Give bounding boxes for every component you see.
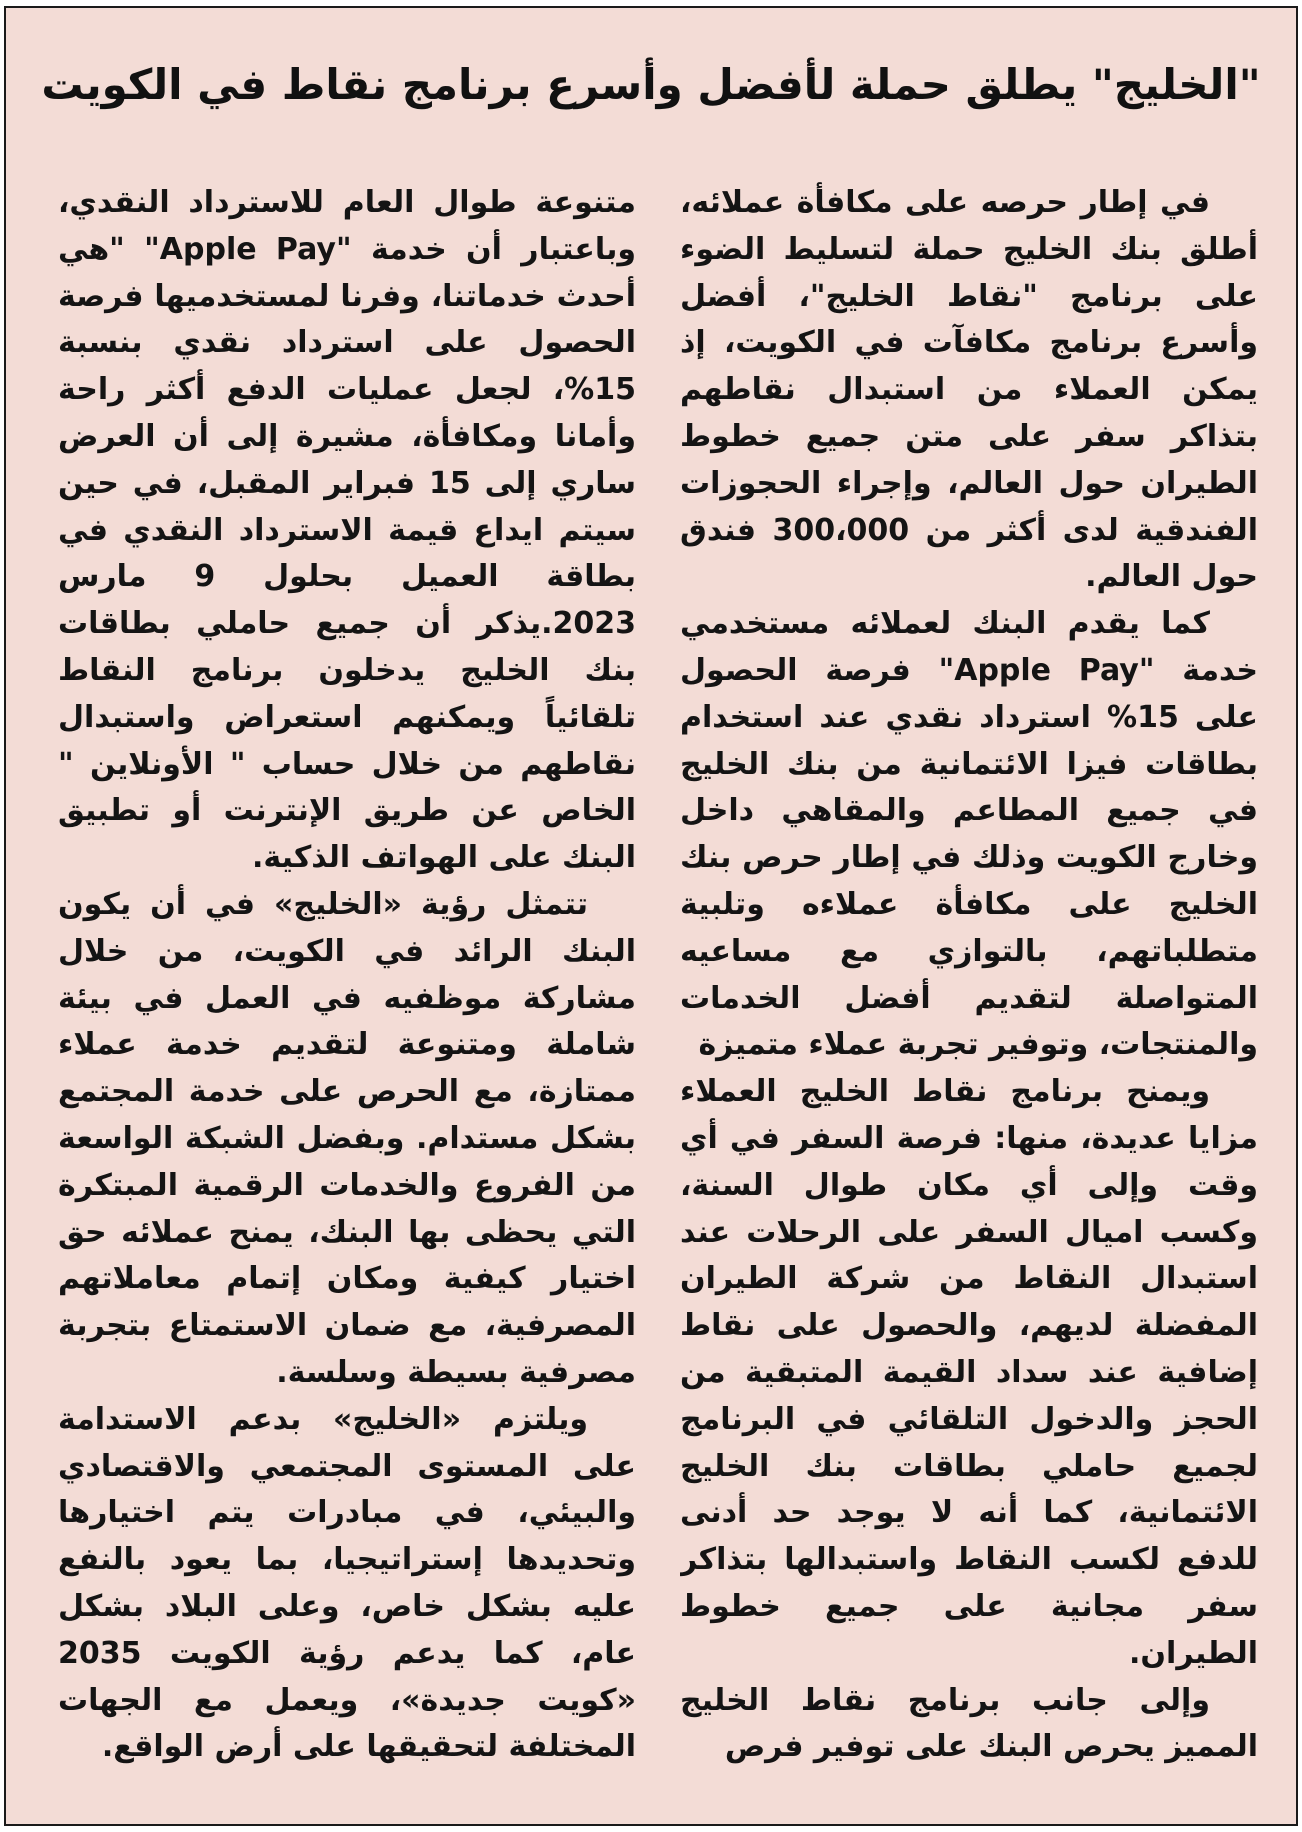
paragraph: ويلتزم «الخليج» بدعم الاستدامة على المستوى المجتمعي والاقتصادي والبيئي، في مبادرات يتم اختيارها وتحديدها إستراتيجيا، بما يعود بالنفع عليه بشكل خاص، وعلى البلاد بشكل عام، كما يدعم رؤية الكويت 2035 «كويت جديدة»، ويعمل مع الجهات المختلفة لتحقيقها على أرض الواقع. <box>58 1401 636 1765</box>
right-column <box>680 180 1258 1800</box>
paragraph: في إطار حرصه على مكافأة عملائه، أطلق بنك الخليج حملة لتسليط الضوء على برنامج "نقاط الخليج"، أفضل وأسرع برنامج مكافآت في الكويت، إذ يمكن العملاء من استبدال نقاطهم بتذاكر سفر على متن جميع خطوط الطيران حول العالم، وإجراء الحجوزات الفندقية لدى أكثر من 300،000 فندق حول العالم. <box>680 185 1258 595</box>
headline: "الخليج" يطلق حملة لأفضل وأسرع برنامج نقاط في الكويت <box>41 60 1261 109</box>
paragraph: تتمثل رؤية «الخليج» في أن يكون البنك الرائد في الكويت، من خلال مشاركة موظفيه في العمل في بيئة شاملة ومتنوعة لتقديم خدمة عملاء ممتازة، مع الحرص على خدمة المجتمع بشكل مستدام. وبفضل الشبكة الواسعة من الفروع والخدمات الرقمية المبتكرة التي يحظى بها البنك، يمنح عملائه حق اختيار كيفية ومكان إتمام معاملاتهم المصرفية، مع ضمان الاستمتاع بتجربة مصرفية بسيطة وسلسة. <box>58 886 636 1390</box>
paragraph: وإلى جانب برنامج نقاط الخليج المميز يحرص البنك على توفير فرص <box>680 1682 1258 1765</box>
paragraph: ويمنح برنامج نقاط الخليج العملاء مزايا عديدة، منها: فرصة السفر في أي وقت وإلى أي مكان طوال السنة، وكسب اميال السفر على الرحلات عند استبدال النقاط من شركة الطيران المفضلة لديهم، والحصول على نقاط إضافية عند سداد القيمة المتبقية من الحجز والدخول التلقائي في البرنامج لجميع حاملي بطاقات بنك الخليج الائتمانية، كما أنه لا يوجد حد أدنى للدفع لكسب النقاط واستبدالها بتذاكر سفر مجانية على جميع خطوط الطيران. <box>680 1074 1258 1671</box>
left-column <box>58 180 636 1790</box>
paragraph: متنوعة طوال العام للاسترداد النقدي، وباعتبار أن خدمة "Apple Pay" "هي أحدث خدماتنا، وفرنا لمستخدميها فرصة الحصول على استرداد نقدي بنسبة 15%، لجعل عمليات الدفع أكثر راحة وأمانا ومكافأة، مشيرة إلى أن العرض ساري إلى 15 فبراير المقبل، في حين سيتم ايداع قيمة الاسترداد النقدي في بطاقة العميل بحلول 9 مارس 2023.يذكر أن جميع حاملي بطاقات بنك الخليج يدخلون برنامج النقاط تلقائياً ويمكنهم استعراض واستبدال نقاطهم من خلال حساب " الأونلاين " الخاص عن طريق الإنترنت أو تطبيق البنك على الهواتف الذكية. <box>58 185 636 876</box>
newspaper-clipping <box>4 6 1298 1826</box>
paragraph: كما يقدم البنك لعملائه مستخدمي خدمة "Apple Pay" فرصة الحصول على 15% استرداد نقدي عند استخدام بطاقات فيزا الائتمانية من بنك الخليج في جميع المطاعم والمقاهي داخل وخارج الكويت وذلك في إطار حرص بنك الخليج على مكافأة عملاءه وتلبية متطلباتهم، بالتوازي مع مساعيه المتواصلة لتقديم أفضل الخدمات والمنتجات، وتوفير تجربة عملاء متميزة <box>680 606 1258 1063</box>
